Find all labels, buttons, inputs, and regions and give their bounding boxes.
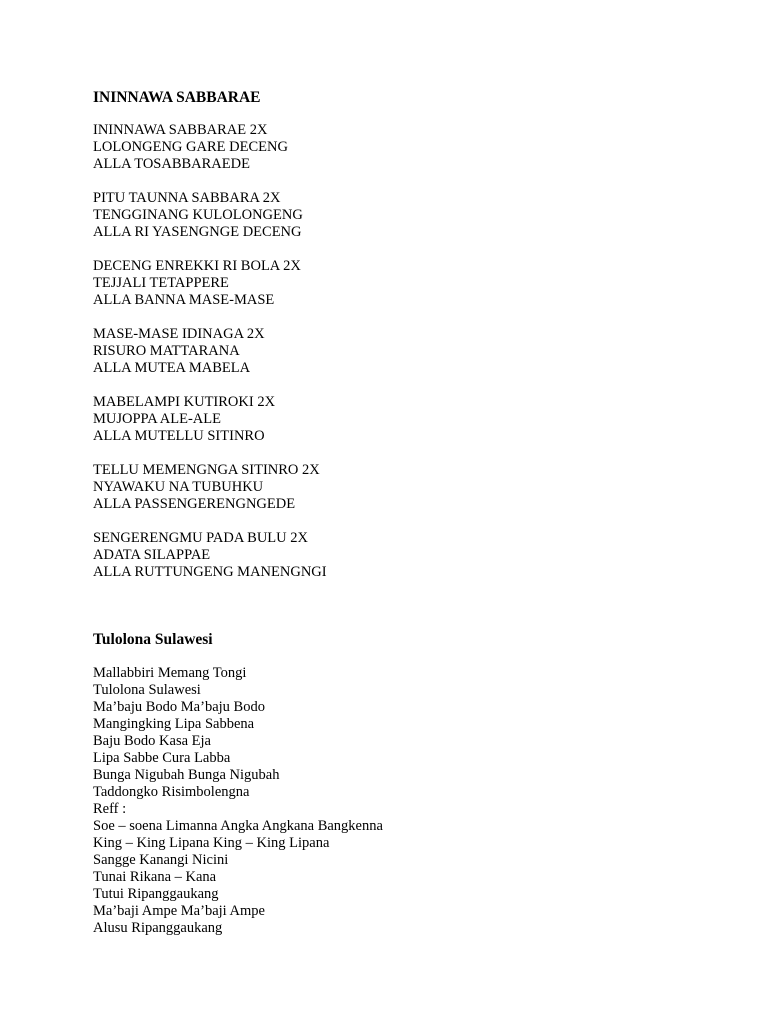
lyric-line: DECENG ENREKKI RI BOLA 2X (93, 258, 301, 274)
stanza-7 (93, 530, 327, 581)
reff-label: Reff : (93, 801, 127, 817)
lyric-line: MUJOPPA ALE-ALE (93, 411, 221, 427)
lyric-line: ALLA MUTEA MABELA (93, 360, 251, 376)
lyric-line: Mangingking Lipa Sabbena (93, 716, 255, 732)
stanza-5 (93, 394, 327, 445)
lyric-line: Ma’baju Bodo Ma’baju Bodo (93, 699, 265, 715)
lyric-line: Bunga Nigubah Bunga Nigubah (93, 767, 280, 783)
lyric-line: ADATA SILAPPAE (93, 547, 211, 563)
stanza-2 (93, 190, 327, 241)
lyric-line: TEJJALI TETAPPERE (93, 275, 229, 291)
lyric-line: King – King Lipana King – King Lipana (93, 835, 330, 851)
lyric-line: PITU TAUNNA SABBARA 2X (93, 190, 281, 206)
lyric-line: MASE-MASE IDINAGA 2X (93, 326, 265, 342)
lyric-line: TENGGINANG KULOLONGENG (93, 207, 303, 223)
lyric-line: Tutui Ripanggaukang (93, 886, 219, 902)
stanza-4 (93, 326, 327, 377)
song-title-tulolona-sulawesi: Tulolona Sulawesi (93, 631, 213, 648)
lyric-line: RISURO MATTARANA (93, 343, 240, 359)
lyric-line: Alusu Ripanggaukang (93, 920, 223, 936)
song-title-ininnawa-sabbarae: ININNAWA SABBARAE (93, 89, 261, 106)
lyric-line: LOLONGENG GARE DECENG (93, 139, 288, 155)
lyric-line: NYAWAKU NA TUBUHKU (93, 479, 264, 495)
lyric-line: ALLA RI YASENGNGE DECENG (93, 224, 302, 240)
lyric-line: Mallabbiri Memang Tongi (93, 665, 247, 681)
lyric-line: Baju Bodo Kasa Eja (93, 733, 211, 749)
stanza-3 (93, 258, 327, 309)
lyric-line: TELLU MEMENGNGA SITINRO 2X (93, 462, 320, 478)
lyric-line: Lipa Sabbe Cura Labba (93, 750, 231, 766)
lyric-line: Tulolona Sulawesi (93, 682, 201, 698)
lyric-line: Tunai Rikana – Kana (93, 869, 217, 885)
song-lyrics-tulolona-sulawesi (93, 665, 383, 937)
stanza-6 (93, 462, 327, 513)
lyric-line: ALLA BANNA MASE-MASE (93, 292, 275, 308)
lyric-line: SENGERENGMU PADA BULU 2X (93, 530, 308, 546)
lyric-line: Ma’baji Ampe Ma’baji Ampe (93, 903, 265, 919)
song-lyrics-ininnawa-sabbarae (93, 122, 327, 598)
lyric-line: Soe – soena Limanna Angka Angkana Bangkenna (93, 818, 383, 834)
lyric-line: ALLA PASSENGERENGNGEDE (93, 496, 296, 512)
lyric-line: Sangge Kanangi Nicini (93, 852, 229, 868)
lyric-line: ALLA MUTELLU SITINRO (93, 428, 265, 444)
lyric-line: ALLA TOSABBARAEDE (93, 156, 250, 172)
lyric-line: ININNAWA SABBARAE 2X (93, 122, 268, 138)
lyric-line: Taddongko Risimbolengna (93, 784, 250, 800)
lyric-line: ALLA RUTTUNGENG MANENGNGI (93, 564, 327, 580)
lyric-line: MABELAMPI KUTIROKI 2X (93, 394, 276, 410)
stanza-1 (93, 122, 327, 173)
